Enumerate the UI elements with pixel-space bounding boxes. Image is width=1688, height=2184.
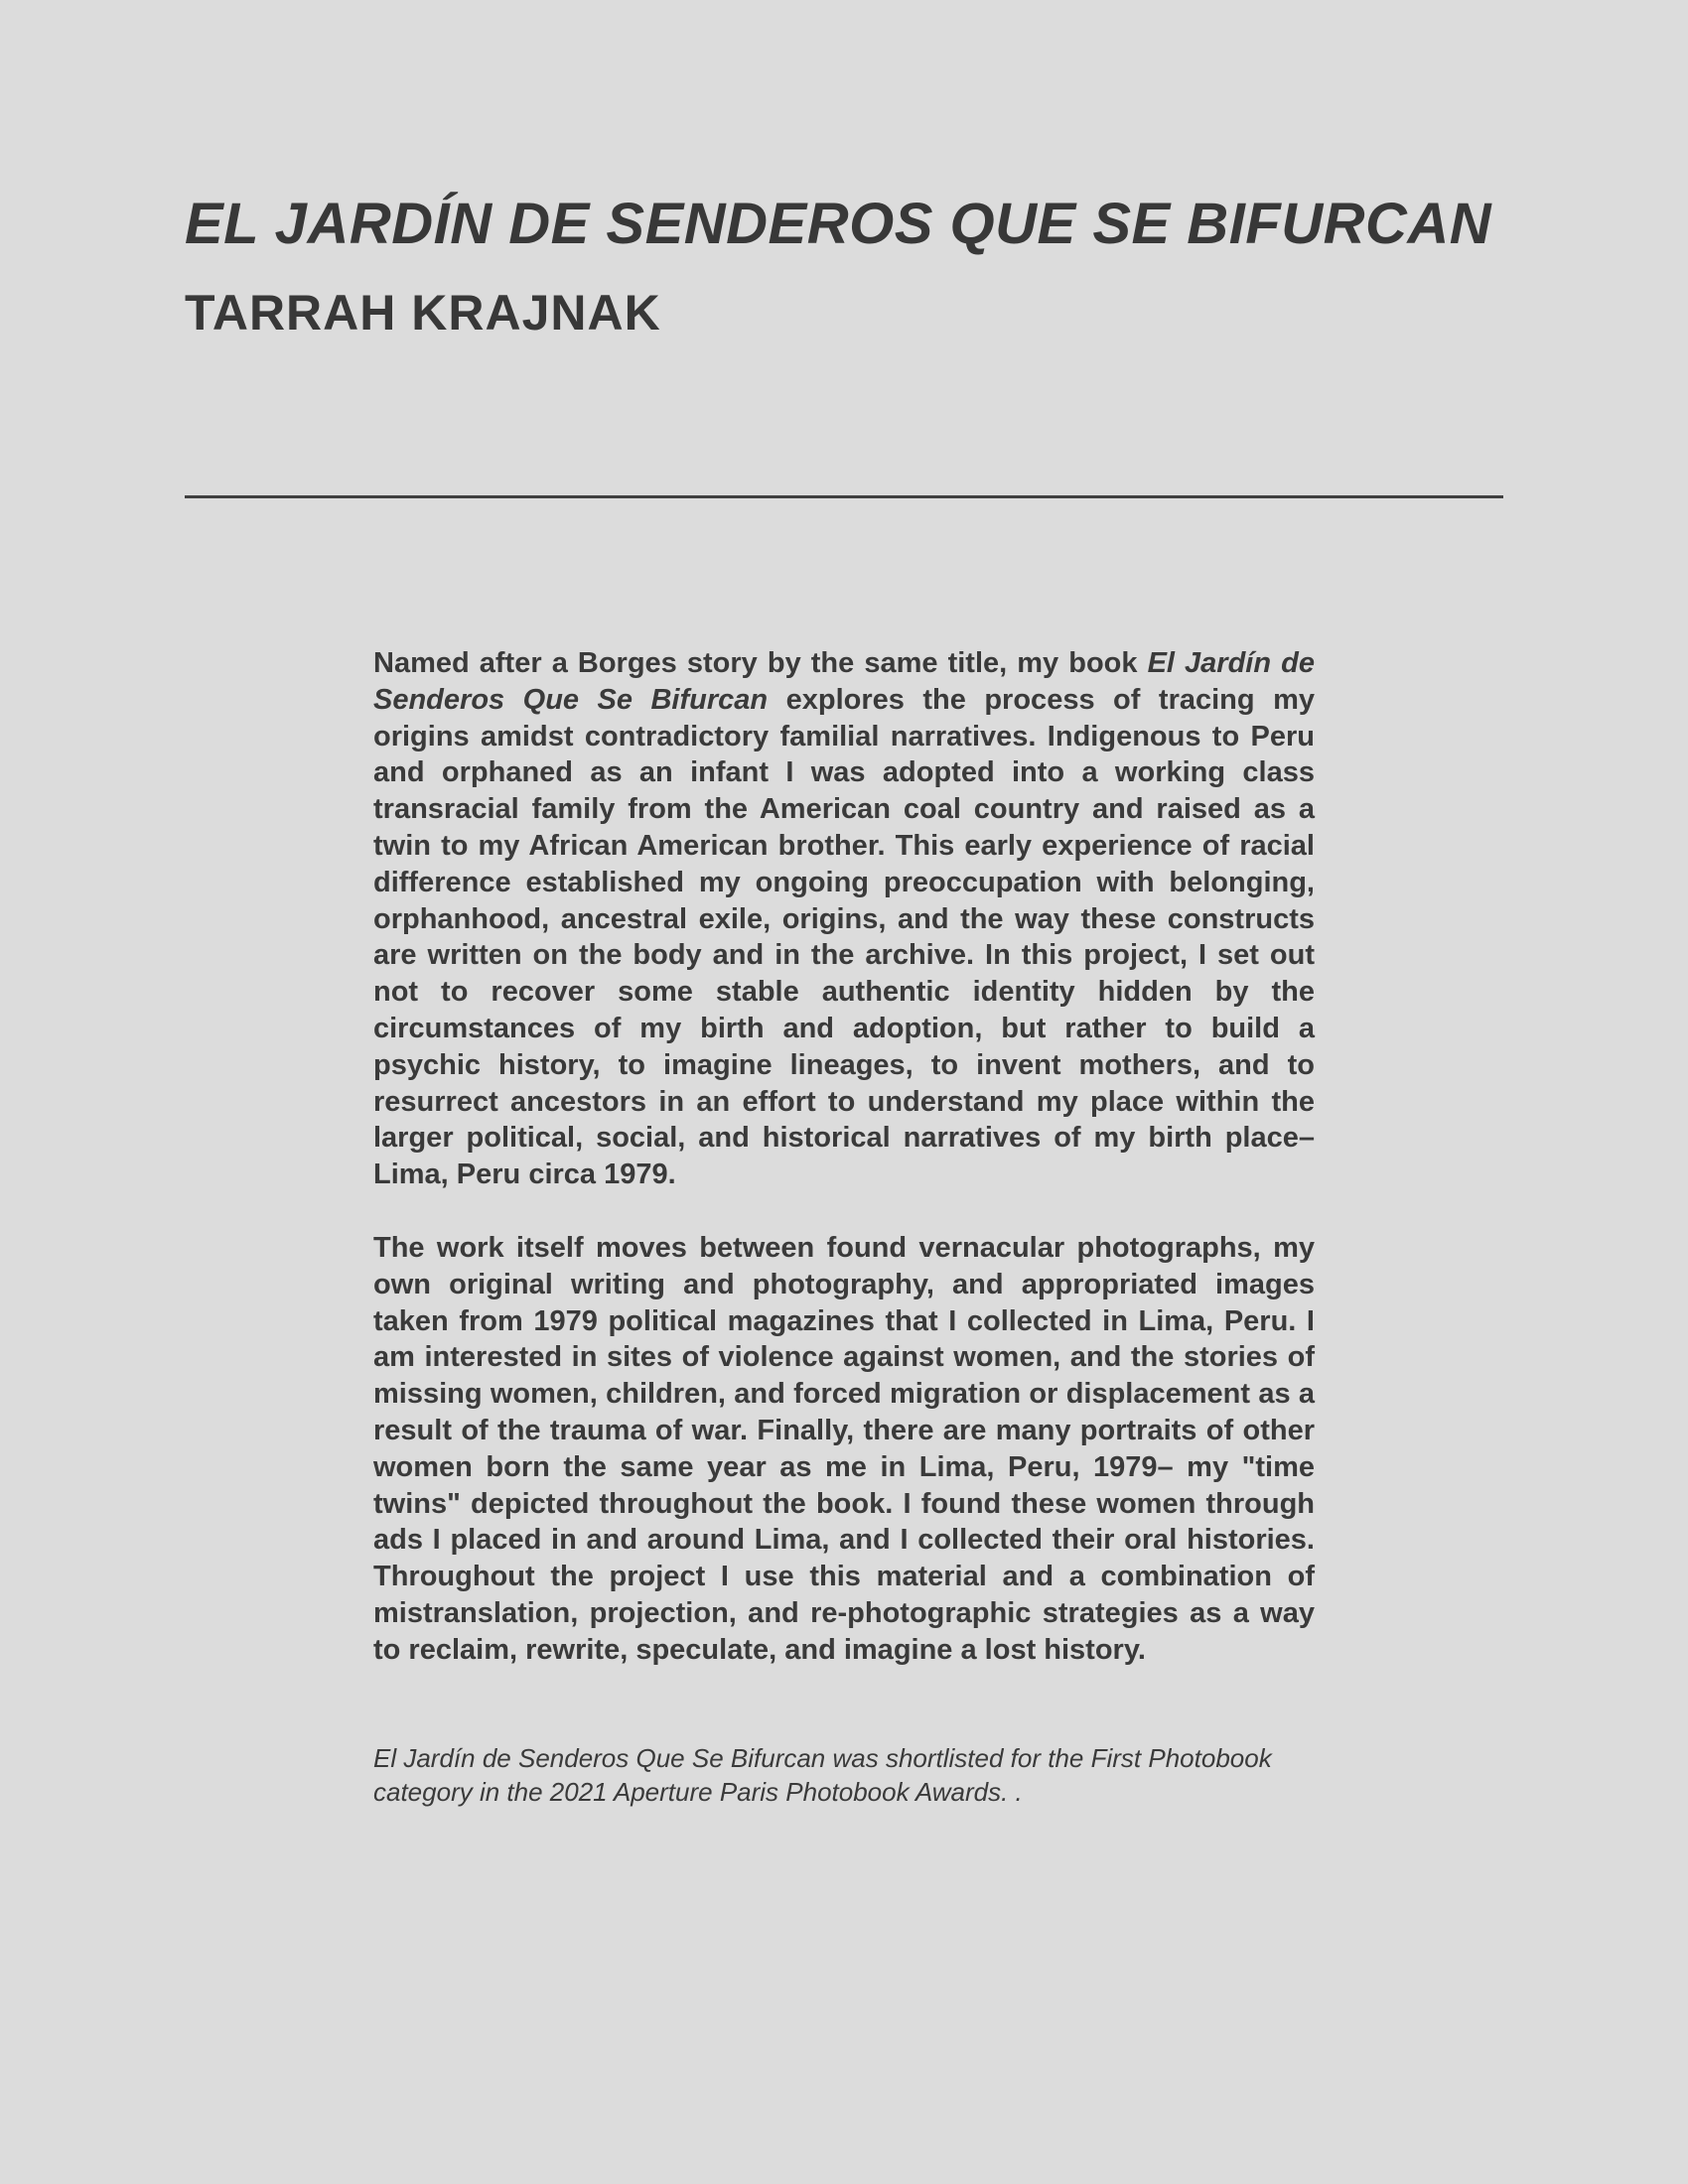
page-title: EL JARDÍN DE SENDEROS QUE SE BIFURCAN — [185, 192, 1492, 256]
statement-paragraph-1 — [373, 645, 1315, 1193]
statement-intro: Named after a Borges story by the same title, my book — [373, 647, 1148, 679]
award-note — [373, 1741, 1327, 1809]
artist-statement — [373, 645, 1315, 1669]
divider — [185, 495, 1503, 498]
author-name: TARRAH KRAJNAK — [185, 285, 661, 341]
statement-paragraph-1-rest: explores the process of tracing my origins amidst contradictory familial narratives. Indigenous to Peru and orphaned as an infant I was adopted into a working class transracial family from the American coal country and raised as a twin to my African American brother. This early experience of racial difference established my ongoing preoccupation with belonging, orphanhood, ancestral exile, origins, and the way these constructs are written on the body and in the archive. In this project, I set out not to recover some stable authentic identity hidden by the circumstances of my birth and adoption, but rather to build a psychic history, to imagine lineages, to invent mothers, and to resurrect ancestors in an effort to understand my place within the larger political, social, and historical narratives of my birth place– Lima, Peru circa 1979. — [373, 683, 1315, 1191]
statement-paragraph-2: The work itself moves between found vernacular photographs, my own original writing and photography, and appropriated images taken from 1979 political magazines that I collected in Lima, Peru. I am interested in sites of violence against women, and the stories of missing women, children, and forced migration or displacement as a result of the trauma of war. Finally, there are many portraits of other women born the same year as me in Lima, Peru, 1979– my "time twins" depicted throughout the book. I found these women through ads I placed in and around Lima, and I collected their oral histories. Throughout the project I use this material and a combination of mistranslation, projection, and re-photographic strategies as a way to reclaim, rewrite, speculate, and imagine a lost history. — [373, 1231, 1315, 1666]
award-note-text: El Jardín de Senderos Que Se Bifurcan was shortlisted for the First Photobook category in the 2021 Aperture Paris Photobook Awards. . — [373, 1743, 1272, 1807]
book-title: El Jardín de Senderos Que Se Bifurcan — [373, 647, 1315, 716]
